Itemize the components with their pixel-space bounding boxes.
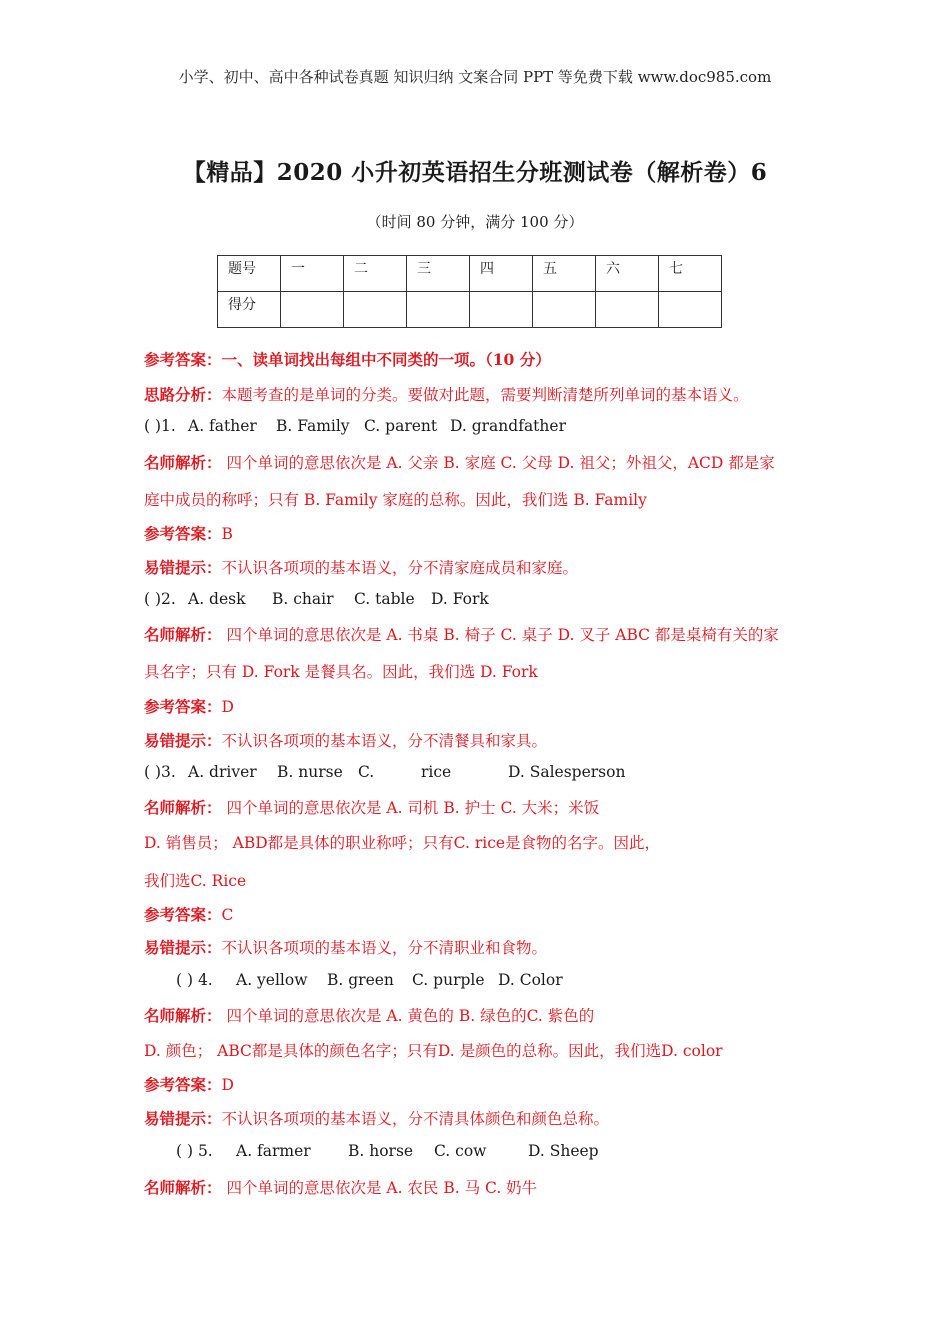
q3-analysis-line1 xyxy=(144,796,599,818)
q3-option-b: B. nurse xyxy=(277,763,343,781)
answer-value: B xyxy=(221,525,233,543)
answer-label: 参考答案： xyxy=(144,1075,222,1094)
analysis-text: 四个单词的意思依次是 A. 农民 B. 马 C. 奶牛 xyxy=(221,1179,538,1197)
score-table-score-row xyxy=(218,292,722,328)
q4-answer xyxy=(144,1073,234,1095)
tip-label: 易错提示： xyxy=(144,1109,222,1128)
q1-option-a: A. father xyxy=(188,417,257,435)
approach-text: 本题考查的是单词的分类。要做对此题，需要判断清楚所列单词的基本语义。 xyxy=(221,386,749,404)
q5-option-c: C. cow xyxy=(434,1142,487,1160)
q4-analysis-line2: D. 颜色； ABC都是具体的颜色名字；只有D. 是颜色的总称。因此，我们选D. color xyxy=(144,1042,723,1060)
tip-label: 易错提示： xyxy=(144,558,222,577)
tip-text: 不认识各项项的基本语义，分不清家庭成员和家庭。 xyxy=(221,559,579,577)
approach-line xyxy=(144,383,749,405)
question-3 xyxy=(144,763,626,781)
q2-option-c: C. table xyxy=(354,590,415,608)
score-cell: 一 xyxy=(281,256,344,292)
question-2 xyxy=(144,590,489,608)
q5-analysis-line1 xyxy=(144,1176,537,1198)
q2-option-d: D. Fork xyxy=(431,590,489,608)
site-header: 小学、初中、高中各种试卷真题 知识归纳 文案合同 PPT 等免费下载 www.doc985.com xyxy=(178,68,772,86)
q1-option-d: D. grandfather xyxy=(450,417,566,435)
score-cell: 二 xyxy=(344,256,407,292)
q1-number: ( )1. xyxy=(144,417,176,435)
q2-tip xyxy=(144,729,547,751)
q1-tip xyxy=(144,556,578,578)
q1-analysis-line1 xyxy=(144,451,775,473)
answer-value: C xyxy=(221,906,234,924)
score-cell xyxy=(344,292,407,328)
analysis-text: 四个单词的意思依次是 A. 司机 B. 护士 C. 大米；米饭 xyxy=(221,799,600,817)
question-5 xyxy=(176,1142,599,1160)
question-4 xyxy=(176,971,563,989)
score-cell xyxy=(281,292,344,328)
q3-option-c: C. xyxy=(358,763,375,781)
q1-analysis-line2: 庭中成员的称呼；只有 B. Family 家庭的总称。因此，我们选 B. Family xyxy=(144,491,647,509)
score-cell xyxy=(659,292,722,328)
q5-option-d: D. Sheep xyxy=(528,1142,599,1160)
answer-label: 参考答案： xyxy=(144,697,222,716)
score-cell xyxy=(470,292,533,328)
question-1 xyxy=(144,417,566,435)
q3-number: ( )3. xyxy=(144,763,176,781)
answer-value: D xyxy=(221,1076,234,1094)
q5-number: ( ) 5. xyxy=(176,1142,213,1160)
q5-option-b: B. horse xyxy=(348,1142,414,1160)
score-table xyxy=(217,255,722,328)
q1-option-b: B. Family xyxy=(276,417,350,435)
tip-text: 不认识各项项的基本语义，分不清餐具和家具。 xyxy=(221,732,548,750)
q2-analysis-line1 xyxy=(144,623,779,645)
score-cell xyxy=(407,292,470,328)
q2-option-b: B. chair xyxy=(272,590,334,608)
score-cell: 五 xyxy=(533,256,596,292)
analysis-label: 名师解析： xyxy=(144,798,222,817)
analysis-label: 名师解析： xyxy=(144,1006,222,1025)
score-cell: 六 xyxy=(596,256,659,292)
tip-label: 易错提示： xyxy=(144,938,222,957)
analysis-label: 名师解析： xyxy=(144,453,222,472)
analysis-text: 四个单词的意思依次是 A. 父亲 B. 家庭 C. 父母 D. 祖父；外祖父，ACD 都是家 xyxy=(221,454,775,472)
q3-analysis-line3: 我们选C. Rice xyxy=(144,872,247,890)
analysis-text: 四个单词的意思依次是 A. 书桌 B. 椅子 C. 桌子 D. 叉子 ABC 都是桌椅有关的家 xyxy=(221,626,779,644)
q2-analysis-line2: 具名字；只有 D. Fork 是餐具名。因此，我们选 D. Fork xyxy=(144,663,538,681)
score-table-header-row xyxy=(218,256,722,292)
analysis-label: 名师解析： xyxy=(144,625,222,644)
q4-option-c: C. purple xyxy=(412,971,485,989)
q1-option-c: C. parent xyxy=(364,417,438,435)
section-label: 参考答案： xyxy=(144,350,222,369)
score-cell xyxy=(596,292,659,328)
q4-analysis-line1 xyxy=(144,1004,594,1026)
approach-label: 思路分析： xyxy=(144,385,222,404)
q4-option-b: B. green xyxy=(327,971,394,989)
tip-label: 易错提示： xyxy=(144,731,222,750)
q3-analysis-line2: D. 销售员； ABD都是具体的职业称呼；只有C. rice是食物的名字。因此， xyxy=(144,834,661,852)
tip-text: 不认识各项项的基本语义，分不清职业和食物。 xyxy=(221,939,548,957)
score-cell xyxy=(533,292,596,328)
q5-option-a: A. farmer xyxy=(236,1142,311,1160)
q2-number: ( )2. xyxy=(144,590,176,608)
q4-number: ( ) 4. xyxy=(176,971,213,989)
q3-option-d: D. Salesperson xyxy=(508,763,626,781)
answer-label: 参考答案： xyxy=(144,524,222,543)
q4-option-d: D. Color xyxy=(498,971,563,989)
q3-tip xyxy=(144,936,547,958)
q1-answer xyxy=(144,522,233,544)
exam-info: （时间 80 分钟，满分 100 分） xyxy=(366,213,584,231)
q2-option-a: A. desk xyxy=(188,590,246,608)
tip-text: 不认识各项项的基本语义，分不清具体颜色和颜色总称。 xyxy=(221,1110,610,1128)
score-cell: 得分 xyxy=(218,292,281,328)
q2-answer xyxy=(144,695,234,717)
q4-tip xyxy=(144,1107,609,1129)
score-cell: 题号 xyxy=(218,256,281,292)
answer-value: D xyxy=(221,698,234,716)
score-cell: 七 xyxy=(659,256,722,292)
analysis-label: 名师解析： xyxy=(144,1178,222,1197)
section-heading xyxy=(144,348,551,370)
q3-option-a: A. driver xyxy=(188,763,257,781)
analysis-text: 四个单词的意思依次是 A. 黄色的 B. 绿色的C. 紫色的 xyxy=(221,1007,595,1025)
page-title: 【精品】2020 小升初英语招生分班测试卷（解析卷）6 xyxy=(182,159,768,186)
answer-label: 参考答案： xyxy=(144,905,222,924)
q3-answer xyxy=(144,903,233,925)
q3-option-c-word: rice xyxy=(421,763,452,781)
q4-option-a: A. yellow xyxy=(236,971,308,989)
section-text: 一、读单词找出每组中不同类的一项。（10 分） xyxy=(221,350,551,369)
score-cell: 四 xyxy=(470,256,533,292)
score-cell: 三 xyxy=(407,256,470,292)
